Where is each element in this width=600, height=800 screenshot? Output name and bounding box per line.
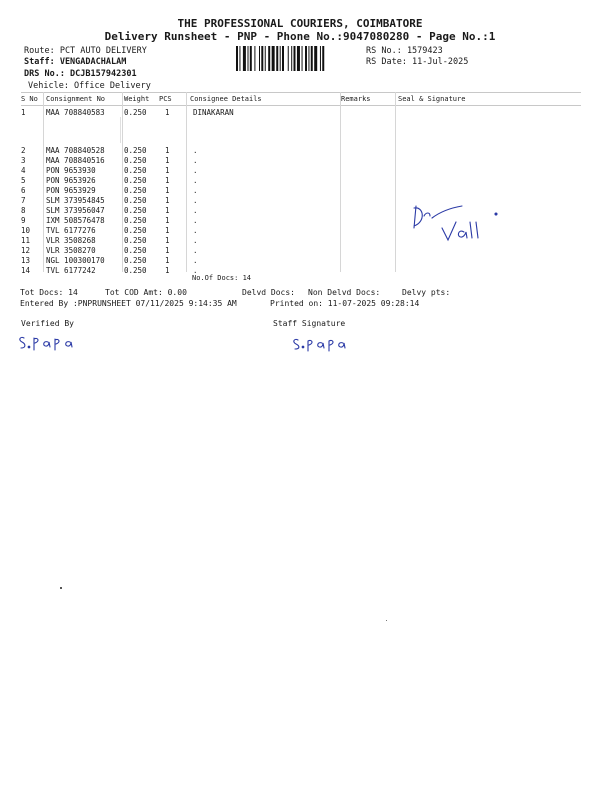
cell-consignee: .: [193, 176, 198, 185]
tot-docs: Tot Docs: 14: [20, 288, 78, 297]
no-of-docs: No.Of Docs: 14: [192, 274, 252, 282]
cell-consignment: SLM 373956047: [46, 206, 105, 215]
seal-signature: [406, 200, 516, 245]
cell-consignee: .: [193, 156, 198, 165]
rs-number: RS No.: 1579423: [366, 46, 443, 56]
cell-sno: 13: [21, 256, 31, 265]
col-consignee: Consignee Details: [190, 95, 262, 103]
scan-speck: [386, 620, 387, 621]
col-consignment: Consignment No: [46, 95, 106, 103]
cell-consignee: .: [193, 256, 198, 265]
cell-sno: 3: [21, 156, 26, 165]
cell-consignment: NGL 100300170: [46, 256, 105, 265]
table-header: [21, 92, 581, 106]
cell-weight: 0.250: [124, 108, 147, 117]
cell-sno: 12: [21, 246, 31, 255]
entered-by: Entered By :PNPRUNSHEET 07/11/2025 9:14:35 AM: [20, 299, 237, 308]
cell-sno: 11: [21, 236, 31, 245]
cell-pcs: 1: [165, 246, 170, 255]
scan-speck: [60, 587, 62, 589]
table-row: [21, 108, 581, 118]
cell-consignment: TVL 6177242: [46, 266, 96, 275]
drs-number: DRS No.: DCJB157942301: [24, 69, 137, 79]
printed-on: Printed on: 11-07-2025 09:28:14: [270, 299, 420, 308]
cell-sno: 8: [21, 206, 26, 215]
barcode-image: [236, 46, 356, 71]
delvd-docs: Delvd Docs:: [242, 288, 295, 297]
cell-consignee: .: [193, 216, 198, 225]
cell-consignment: TVL 6177276: [46, 226, 96, 235]
staff-signature: [289, 330, 359, 352]
table-row: [21, 186, 581, 196]
cell-consignment: PON 9653929: [46, 186, 96, 195]
cell-consignee: .: [193, 166, 198, 175]
cell-sno: 2: [21, 146, 26, 155]
table-row: [21, 246, 581, 256]
cell-pcs: 1: [165, 176, 170, 185]
cell-sno: 14: [21, 266, 31, 275]
col-sno: S No: [21, 95, 38, 103]
delvy-pts: Delvy pts:: [402, 288, 451, 297]
cell-pcs: 1: [165, 236, 170, 245]
cell-pcs: 1: [165, 266, 170, 275]
cell-weight: 0.250: [124, 226, 147, 235]
cell-consignment: VLR 3508270: [46, 246, 96, 255]
cell-weight: 0.250: [124, 146, 147, 155]
cell-consignment: PON 9653926: [46, 176, 96, 185]
cell-consignment: VLR 3508268: [46, 236, 96, 245]
cell-consignee: .: [193, 206, 198, 215]
cell-consignee: .: [193, 226, 198, 235]
vehicle-label: Vehicle: Office Delivery: [28, 81, 151, 91]
route-label: Route: PCT AUTO DELIVERY: [24, 46, 147, 56]
cell-pcs: 1: [165, 216, 170, 225]
cell-consignment: MAA 708840516: [46, 156, 105, 165]
table-row: [21, 176, 581, 186]
cell-pcs: 1: [165, 146, 170, 155]
cell-consignee: .: [193, 266, 198, 275]
staff-signature-label: Staff Signature: [273, 319, 346, 328]
cell-pcs: 1: [165, 156, 170, 165]
cell-consignment: IXM 508576478: [46, 216, 105, 225]
cell-weight: 0.250: [124, 236, 147, 245]
verified-signature: [16, 330, 86, 352]
table-row: [21, 166, 581, 176]
cell-sno: 7: [21, 196, 26, 205]
cell-consignee: .: [193, 196, 198, 205]
runsheet-subtitle: Delivery Runsheet - PNP - Phone No.:9047080280 - Page No.:1: [104, 30, 496, 43]
cell-weight: 0.250: [124, 156, 147, 165]
cell-sno: 6: [21, 186, 26, 195]
cell-weight: 0.250: [124, 246, 147, 255]
cell-consignment: MAA 708840583: [46, 108, 105, 117]
col-weight: Weight: [124, 95, 150, 103]
cell-weight: 0.250: [124, 216, 147, 225]
table-row: [21, 146, 581, 156]
cell-sno: 10: [21, 226, 31, 235]
cell-consignment: SLM 373954845: [46, 196, 105, 205]
grid-line: [120, 117, 121, 143]
cell-weight: 0.250: [124, 186, 147, 195]
cell-sno: 1: [21, 108, 26, 117]
cell-pcs: 1: [165, 186, 170, 195]
cell-pcs: 1: [165, 206, 170, 215]
cell-sno: 9: [21, 216, 26, 225]
cell-consignment: PON 9653930: [46, 166, 96, 175]
company-title: THE PROFESSIONAL COURIERS, COIMBATORE: [177, 17, 423, 30]
cell-weight: 0.250: [124, 256, 147, 265]
cell-weight: 0.250: [124, 166, 147, 175]
cell-pcs: 1: [165, 196, 170, 205]
cell-sno: 5: [21, 176, 26, 185]
cell-consignment: MAA 708840528: [46, 146, 105, 155]
cell-consignee: .: [193, 186, 198, 195]
col-pcs: PCS: [159, 95, 172, 103]
cell-weight: 0.250: [124, 206, 147, 215]
staff-label: Staff: VENGADACHALAM: [24, 57, 127, 67]
cell-pcs: 1: [165, 166, 170, 175]
cell-consignee: .: [193, 236, 198, 245]
cell-pcs: 1: [165, 226, 170, 235]
cell-consignee: DINAKARAN: [193, 108, 234, 117]
tot-cod-amount: Tot COD Amt: 0.00: [105, 288, 187, 297]
cell-weight: 0.250: [124, 196, 147, 205]
cell-consignee: .: [193, 246, 198, 255]
cell-weight: 0.250: [124, 176, 147, 185]
table-row: [21, 266, 581, 276]
cell-weight: 0.250: [124, 266, 147, 275]
table-row: [21, 156, 581, 166]
cell-pcs: 1: [165, 108, 170, 117]
col-seal-signature: Seal & Signature: [398, 95, 466, 103]
rs-date: RS Date: 11-Jul-2025: [366, 57, 469, 67]
col-remarks: Remarks: [341, 95, 371, 103]
cell-pcs: 1: [165, 256, 170, 265]
table-row: [21, 256, 581, 266]
verified-by-label: Verified By: [21, 319, 74, 328]
cell-consignee: .: [193, 146, 198, 155]
non-delvd-docs: Non Delvd Docs:: [308, 288, 381, 297]
cell-sno: 4: [21, 166, 26, 175]
